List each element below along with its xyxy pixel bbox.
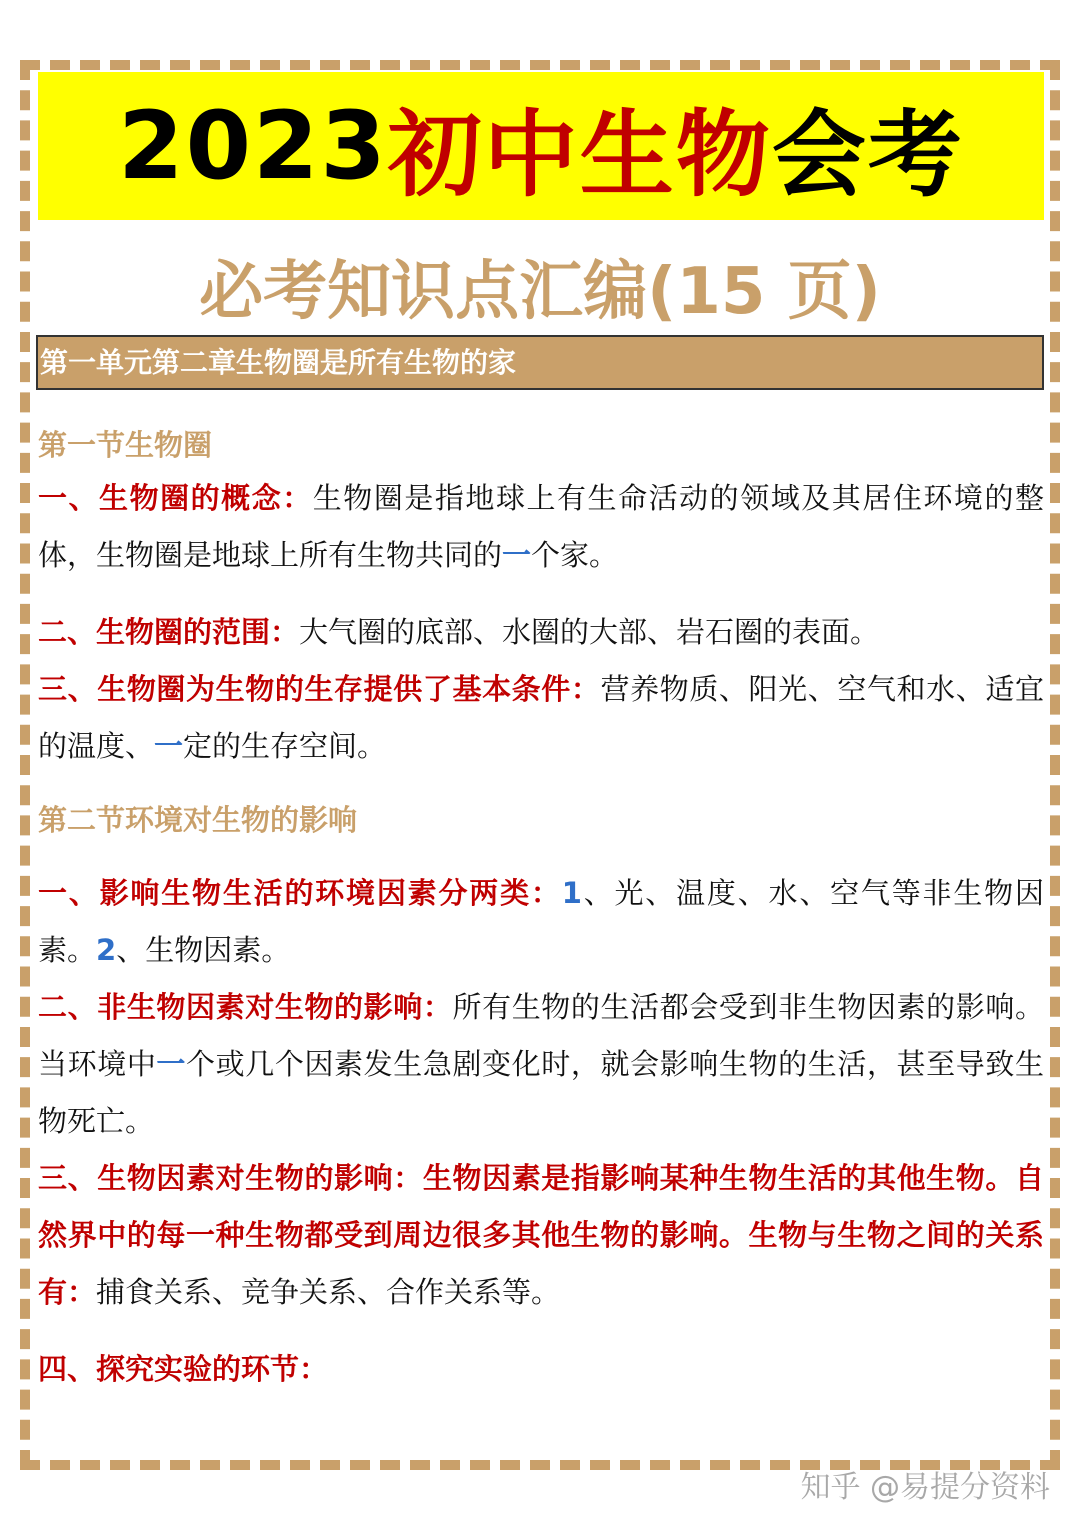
title-year: 2023	[118, 91, 388, 201]
paragraph-factors	[38, 865, 1044, 979]
text-conditions-a: 营养物质、阳光、空气和水、适宜的温度、	[38, 672, 1044, 763]
paragraph-conditions	[38, 661, 1044, 775]
label-range: 二、生物圈的范围：	[38, 615, 300, 649]
text-concept-a: 生物圈是指地球上有生命活动的领域及其居住环境的整体，生物圈是地球上所有生物共同的	[38, 481, 1044, 572]
highlight-one: 一	[154, 729, 184, 763]
paragraph-concept	[38, 470, 1044, 584]
text-concept-b: 个家。	[531, 538, 619, 572]
section-heading-2: 第二节环境对生物的影响	[38, 803, 358, 837]
content-body	[38, 420, 1044, 1398]
number-2: 2	[96, 933, 117, 967]
label-factors: 一、影响生物生活的环境因素分两类：	[38, 876, 562, 910]
text-factors-b: 、生物因素。	[116, 933, 291, 967]
label-biotic: 三、生物因素对生物的影响：生物因素是指影响某种生物生活的其他生物。自然界中的每一种生物都受到周边很多其他生物的影响。生物与生物之间的关系有：	[38, 1161, 1044, 1309]
label-experiment: 四、探究实验的环节：	[38, 1352, 329, 1386]
paragraph-abiotic	[38, 979, 1044, 1150]
title-exam: 会考	[771, 100, 964, 210]
text-factors-a: 、光、温度、水、空气等非生物因素。	[38, 876, 1044, 967]
text-conditions-b: 定的生存空间。	[183, 729, 387, 763]
subtitle: 必考知识点汇编(15 页)	[199, 255, 881, 329]
title-subject: 初中生物	[387, 100, 772, 210]
label-conditions: 三、生物圈为生物的生存提供了基本条件：	[38, 672, 601, 706]
highlight-one: 一	[502, 538, 532, 572]
text-abiotic-a: 所有生物的生活都会受到非生物因素的影响。当环境中	[38, 990, 1044, 1081]
label-concept: 一、生物圈的概念：	[38, 481, 313, 515]
paragraph-experiment	[38, 1341, 1044, 1398]
highlight-one: 一	[156, 1047, 187, 1081]
text-abiotic-b: 个或几个因素发生急剧变化时，就会影响生物的生活，甚至导致生物死亡。	[38, 1047, 1044, 1138]
paragraph-biotic	[38, 1150, 1044, 1321]
watermark: 知乎 @易提分资料	[800, 1470, 1050, 1505]
paragraph-range	[38, 604, 1044, 661]
label-abiotic: 二、非生物因素对生物的影响：	[38, 990, 453, 1024]
unit-heading-bar: 第一单元第二章生物圈是所有生物的家	[36, 335, 1044, 390]
title-banner	[38, 72, 1044, 220]
text-range: 大气圈的底部、水圈的大部、岩石圈的表面。	[299, 615, 880, 649]
section-heading-1: 第一节生物圈	[38, 428, 213, 462]
number-1: 1	[561, 876, 582, 910]
text-biotic: 捕食关系、竞争关系、合作关系等。	[96, 1275, 561, 1309]
